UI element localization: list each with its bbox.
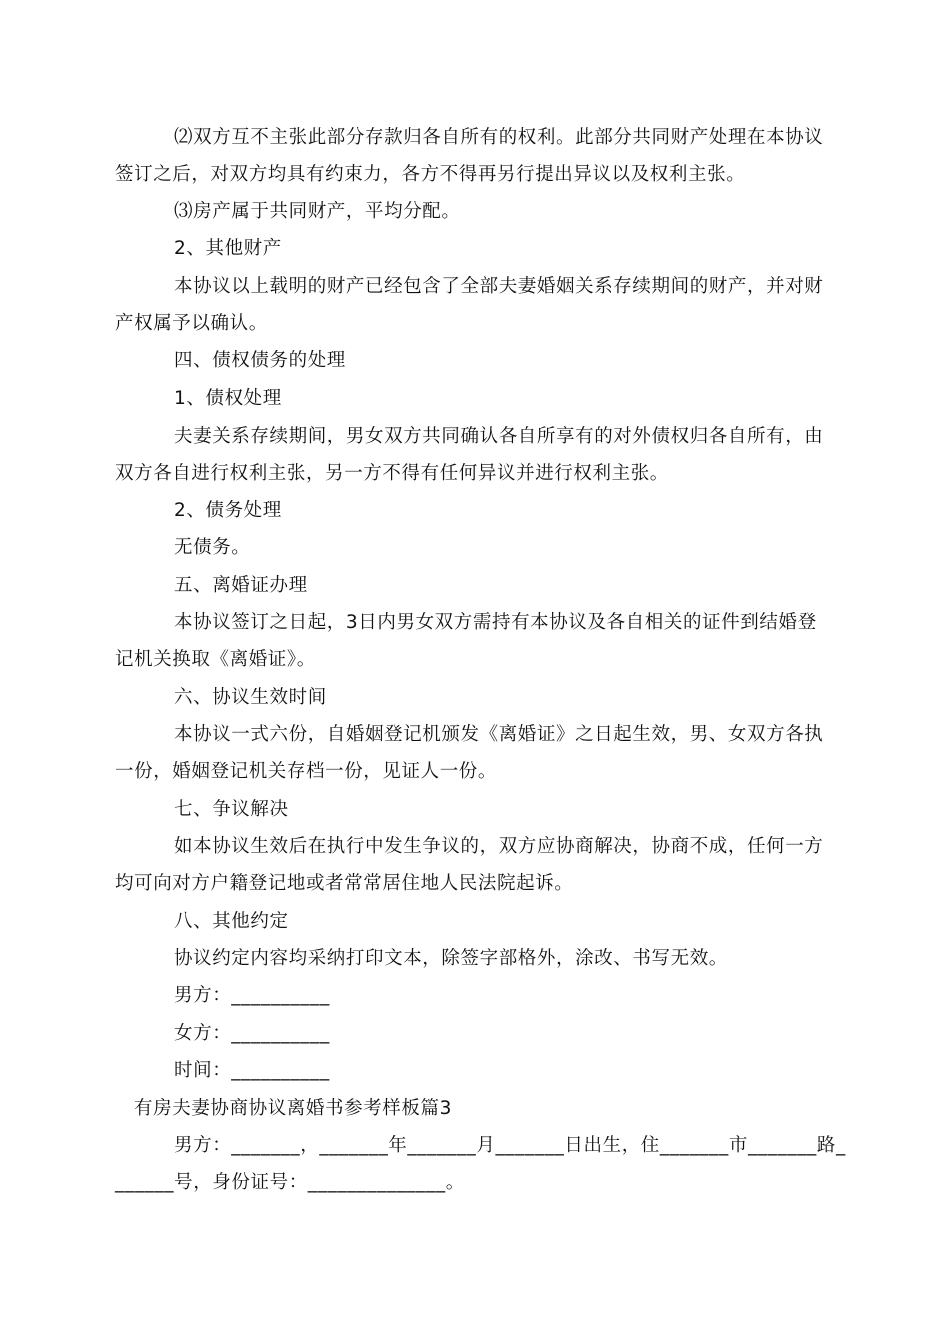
signature-line-female: 女方：__________ [174,1023,330,1044]
paragraph-line: ______号，身份证号：______________。 [115,1172,465,1193]
paragraph-line: 无债务。 [174,537,251,558]
section-heading: 六、协议生效时间 [174,687,327,708]
paragraph-line: 男方：_______，_______年_______月_______日出生，住_______市_______路_ [174,1135,846,1156]
section-heading: 七、争议解决 [174,799,289,820]
signature-line-male: 男方：__________ [174,985,330,1006]
paragraph-line: 如本协议生效后在执行中发生争议的，双方应协商解决，协商不成，任何一方 [174,836,824,857]
paragraph-line: ⑵双方互不主张此部分存款归各自所有的权利。此部分共同财产处理在本协议 [174,127,824,148]
section-heading: 2、其他财产 [174,238,282,259]
section-heading: 2、债务处理 [174,500,282,521]
paragraph-line: 双方各自进行权利主张，另一方不得有任何异议并进行权利主张。 [115,463,669,484]
document-section-title: 有房夫妻协商协议离婚书参考样板篇3 [134,1098,452,1119]
paragraph-line: 产权属予以确认。 [115,313,268,334]
section-heading: 1、债权处理 [174,388,282,409]
paragraph-line: 一份，婚姻登记机关存档一份，见证人一份。 [115,761,498,782]
paragraph-line: 记机关换取《离婚证》。 [115,649,316,670]
paragraph-line: 本协议签订之日起，3日内男女双方需持有本协议及各自相关的证件到结婚登 [174,612,817,633]
paragraph-line: 本协议以上载明的财产已经包含了全部夫妻婚姻关系存续期间的财产，并对财 [174,276,824,297]
paragraph-line: 签订之后，对双方均具有约束力，各方不得再另行提出异议以及权利主张。 [115,164,746,185]
paragraph-line: 协议约定内容均采纳打印文本，除签字部格外，涂改、书写无效。 [174,948,728,969]
paragraph-line: 夫妻关系存续期间，男女双方共同确认各自所享有的对外债权归各自所有，由 [174,426,824,447]
paragraph-line: 本协议一式六份，自婚姻登记机颁发《离婚证》之日起生效，男、女双方各执 [174,724,824,745]
section-heading: 八、其他约定 [174,911,289,932]
section-heading: 五、离婚证办理 [174,575,308,596]
section-heading: 四、债权债务的处理 [174,350,346,371]
signature-line-date: 时间：__________ [174,1060,330,1081]
paragraph-line: ⑶房产属于共同财产，平均分配。 [174,201,461,222]
paragraph-line: 均可向对方户籍登记地或者常常居住地人民法院起诉。 [115,873,574,894]
